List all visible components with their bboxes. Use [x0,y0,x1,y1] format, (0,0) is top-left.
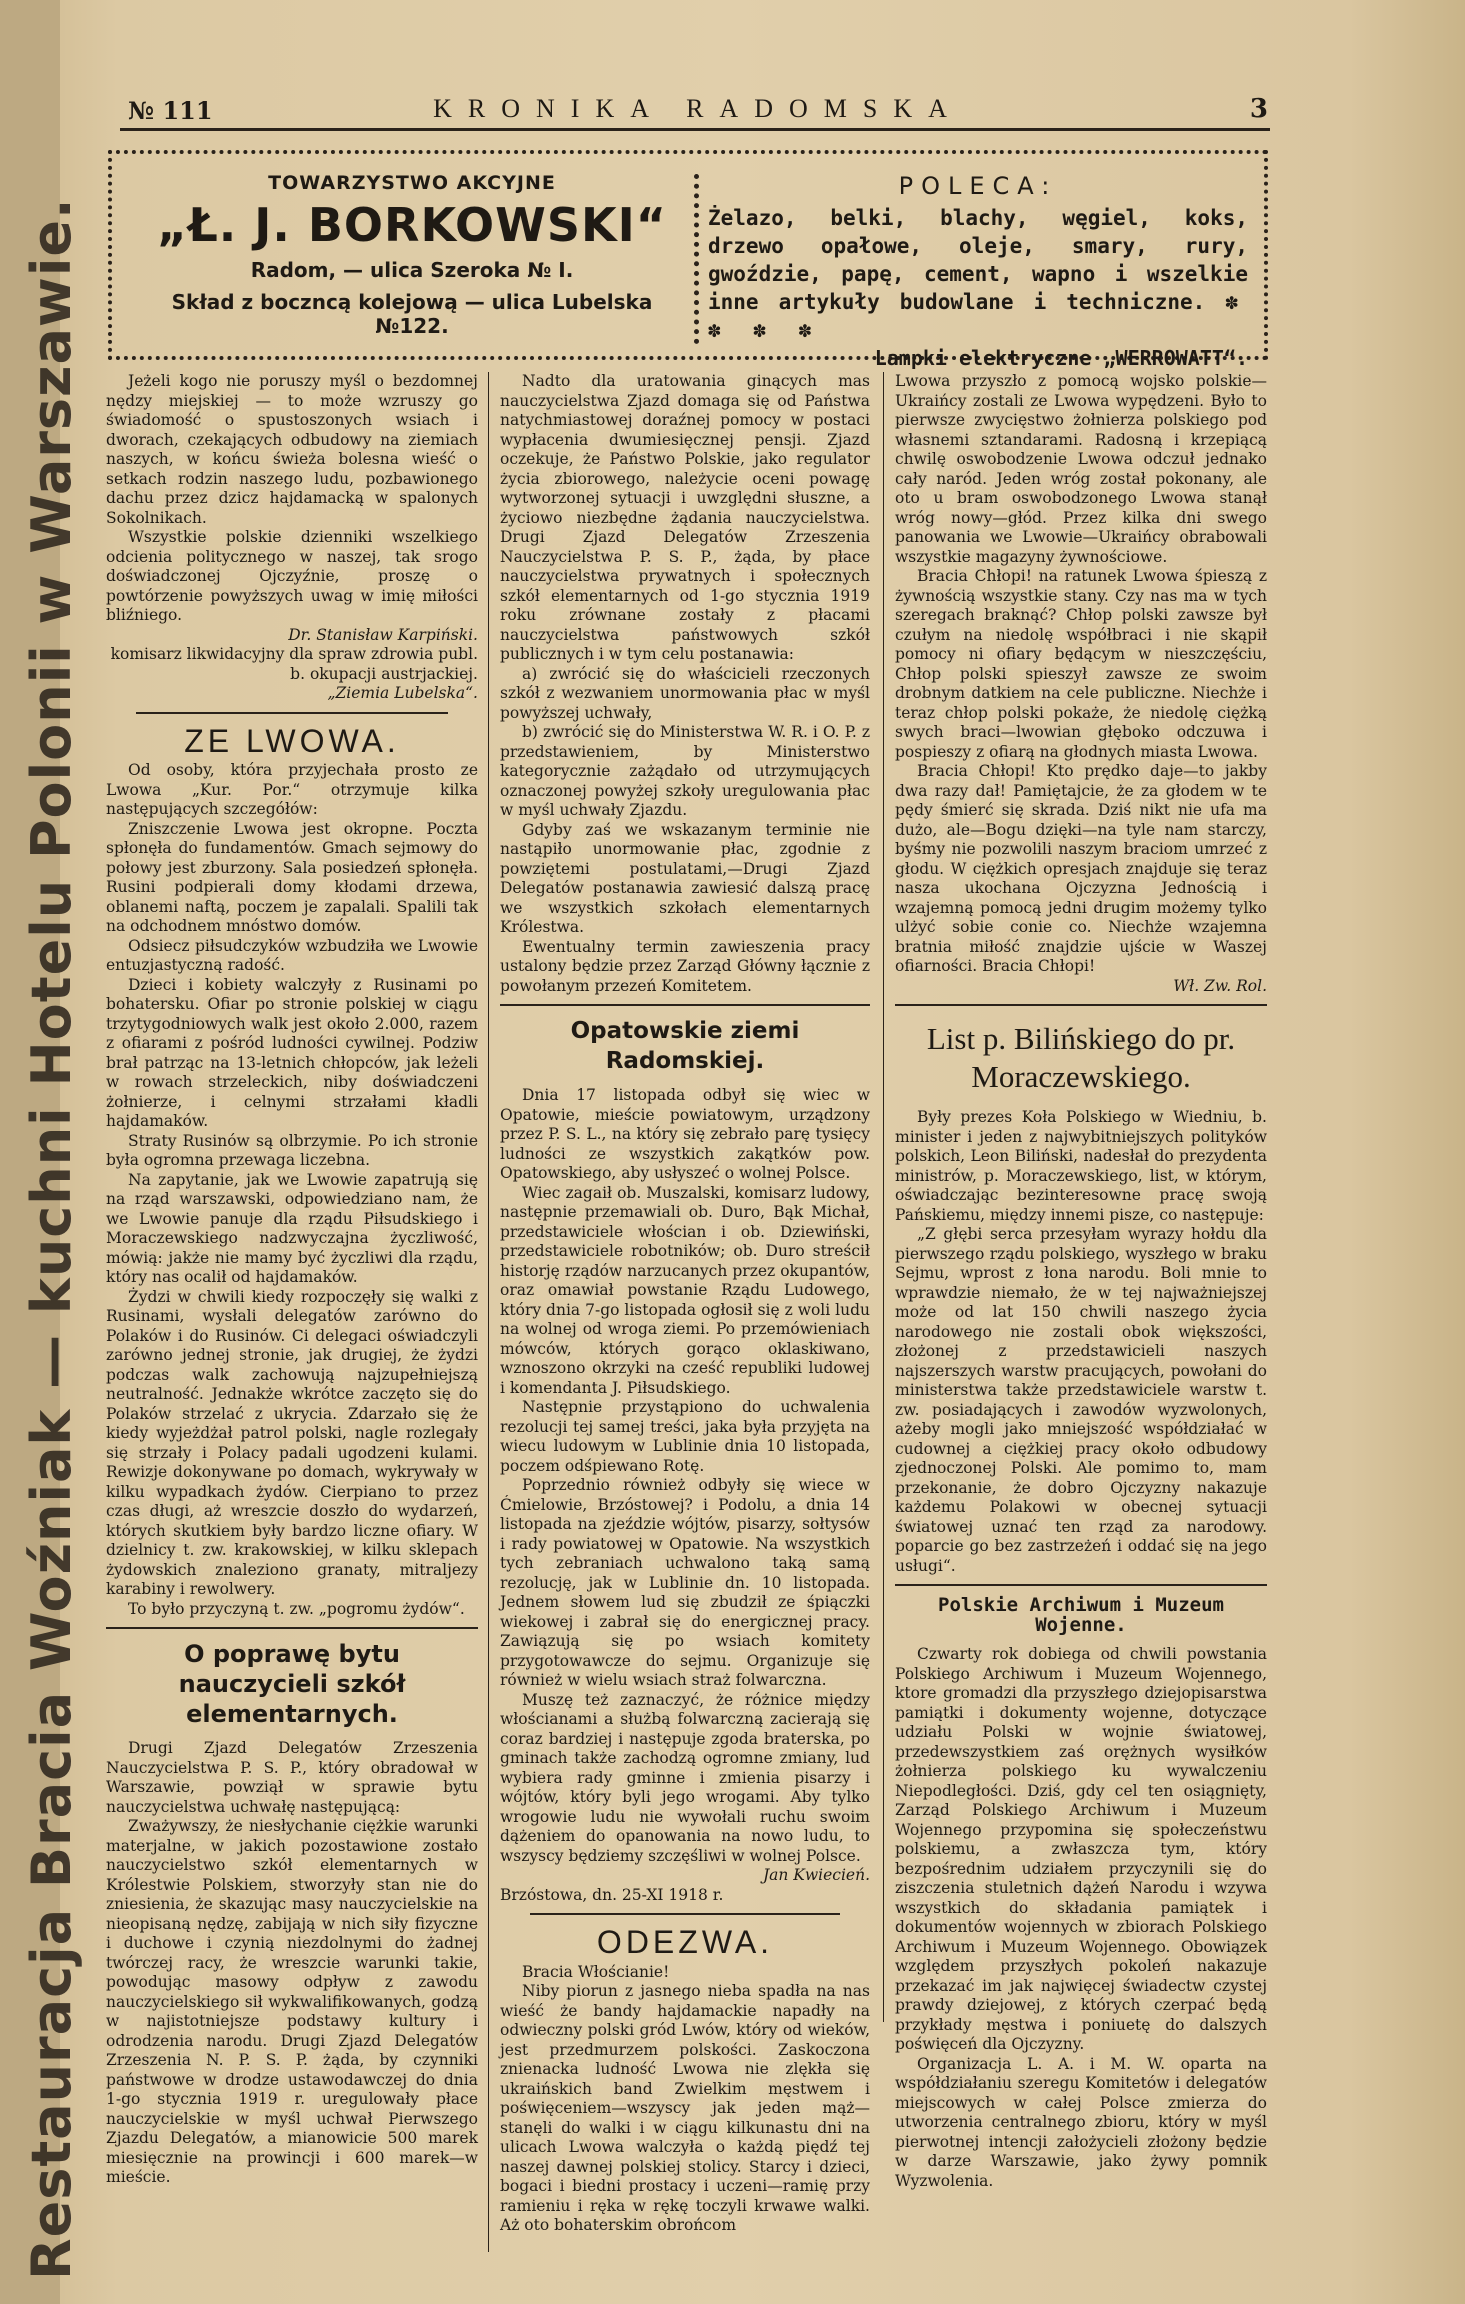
lwow-paragraph: Straty Rusinów są olbrzymie. Po ich stronie była ogromna przewaga liczebna. [106,1131,478,1169]
ad-brand-name: „Ł. J. BORKOWSKI“ [157,198,667,252]
opatow-headline: Opatowskie ziemi Radomskiej. [570,1018,800,1074]
page-header [128,92,1268,126]
opatow-paragraph: Muszę też zaznaczyć, że różnice między włościanami a służbą folwarczną zacierają się coraz bardziej i następuje zgoda braterska, po gminach także zachodzą ogromne zmiany, lud wybiera rady gminne i zmienia pisarzy i wójtów, który byli jego wrogami. Aby tylko wrogowie ludu nie wywołali ruchu swoim dążeniem do opanowania na nowo ludu, to wszyscy będziemy szczęśliwi w wolnej Polsce. [500,1690,870,1865]
article-separator [895,1584,1267,1586]
odezwa-headline: ODEZWA. [596,1924,774,1960]
opatow-signature: Jan Kwiecień. [762,1866,870,1884]
column-rule-2 [883,372,884,2022]
intro-signature: Dr. Stanisław Karpiński. [288,625,478,644]
intro-source: „Ziemia Lubelska“. [327,684,478,702]
ad-goods-list [708,204,1248,344]
lwow-paragraph: Zniszczenie Lwowa jest okropne. Poczta spłonęła do fundamentów. Gmach sejmowy do połowy jest zburzony. Sala posiedzeń spłonęła. Rusini podpierali domy kłodami drzewa, oblanemi naftą, poczem je zapalali. Spalili tak na odchodnem mnóstwo domów. [106,819,478,935]
lwow-paragraph: To było przyczyną t. zw. „pogromu żydów“. [128,1599,465,1618]
ad-stars: ✽ ✽ ✽ ✽ [708,290,1248,342]
archiwum-paragraph: Organizacja L. A. i M. W. oparta na współdziałaniu szeregu Komitetów i delegatów miejscowych w całej Polsce zmierza do utworzenia centralnego zbioru, który w myśl pierwotnej intencji założycieli złożony będzie w darze Warszawie, jako żywy pomnik Wyzwolenia. [895,2054,1267,2190]
article-separator [895,1004,1267,1006]
ad-lamps: Lampki elektryczne „WERROWATT“. [874,346,1248,370]
opatow-paragraph: Następnie przystąpiono do uchwalenia rezolucji tej samej treści, jaka była przyjęta na wiecu ludowym w Lublinie dnia 10 listopada, poczem odśpiewano Rotę. [500,1398,870,1475]
ad-company-type: TOWARZYSTWO AKCYJNE [268,172,556,194]
article-separator [106,1627,478,1629]
header-rule [120,128,1270,131]
binding-strip [0,0,83,2304]
teachers-paragraph: Gdyby zaś we wskazanym terminie nie nastąpiło unormowanie płac, zgodnie z powziętemi postulatami,—Drugi Zjazd Delegatów postanawia zawiesić dalszą pracę we wszystkich szkołach elementarnych Królestwa. [500,820,870,936]
lwow-headline: ZE LWOWA. [184,722,400,759]
lwow-paragraph: Odsiecz piłsudczyków wzbudziła we Lwowie entuzjastyczną radość. [106,936,478,974]
odezwa-paragraph: Bracia Chłopi! na ratunek Lwowa śpieszą z żywnością wszystkie stany. Czy nas ma w tych szeregach braknąć? Chłop polski zawsze był czułym na niedolę współbraci i nie skąpił pomocy ni ofiary będącym w nieszczęściu, Chłop polski spieszył zawsze ze swoim drobnym datkiem na cele publiczne. Niechże i teraz chłop polski pokaże, że niedolę ciężką swych braci—lwowian głęboko odczuwa i pospieszy z ofiarą na głodnych miasta Lwowa. [895,567,1267,761]
lwow-paragraph: Dzieci i kobiety walczyły z Rusinami po bohatersku. Ofiar po stronie polskiej w ciągu trzytygodniowych walk jest około 2.000, razem z ofiarami z pośród ludności cywilnej. Podziw brał patrząc na 13-letnich chłopców, jak leżeli w rowach strzeleckich, niby doświadczeni żołnierze, i celnymi strzałami kładli hajdamaków. [106,975,478,1130]
side-advert-text: Restauracja Bracia Woźniak — kuchni Hotelu Polonii w Warszawie. [20,197,83,2280]
teachers-headline: O poprawę bytu nauczycieli szkół elementarnych. [178,1640,406,1728]
bilinski-headline: List p. Bilińskiego do pr. Moraczewskiego. [926,1021,1236,1094]
ad-offer-block [708,172,1248,370]
ad-goods-text: Żelazo, belki, blachy, węgiel, koks, drzewo opałowe, oleje, smary, rury, gwoździe, papę, cement, wapno i wszelkie inne artykuły budowlane i techniczne. [708,206,1248,314]
bilinski-paragraph: Były prezes Koła Polskiego w Wiedniu, b. minister i jeden z najwybitniejszych polityków polskich, Leon Biliński, nadesłał do prezydenta ministrów, p. Moraczewskiego, list, w którym, oświadczając bezinteresowne pracę swoją Pańskiemu, między innemi pisze, co następuje: [895,1108,1267,1224]
issue-number: № 111 [128,96,213,125]
odezwa-greeting: Bracia Włościanie! [522,1962,670,1981]
opatow-paragraph: Wiec zagaił ob. Muszalski, komisarz ludowy, następnie przemawiali ob. Duro, Bąk Michał, przedstawiciele włościan i ob. Dziewiński, przedstawiciele robotników; ob. Duro streścił historję rządów narzucanych przez okupantów, oraz omawiał powstanie Rządu Ludowego, który dnia 7-go listopada ogłosił się z woli ludu na wolnej od wroga ziemi. Po przemówieniach mówców, których gorąco oklaskiwano, wznoszono okrzyki na cześć republiki ludowej i komendanta J. Piłsudskiego. [500,1183,870,1397]
article-separator [136,712,448,714]
teachers-point-b: b) zwrócić się do Ministerstwa W. R. i O. P. z przedstawieniem, by Ministerstwo kategorycznie zażądało od utrzymujących oznaczonej powyżej szkoły uregulowania płac w myśl uchwały Zjazdu. [500,723,870,819]
column-rule-1 [488,372,489,2252]
lwow-paragraph: Żydzi w chwili kiedy rozpoczęły się walki z Rusinami, wysłali delegatów zarówno do Polaków i do Rusinów. Ci delegaci oświadczyli zarówno jednej stronie, jak drugiej, że żydzi podczas walk zachowują najzupełniejszą neutralność. Jednakże wkrótce zaczęto się do Polaków strzelać z ukrycia. Zdarzało się że kiedy wyjeżdżał patrol polski, nagle rozlegały się strzały i Polacy padali ugodzeni kulami. Rewizje dokonywane po domach, wykrywały w kilku wypadkach żydów. Cierpiano to przez czas długi, aż wreszcie doszło do wydarzeń, których skutkiem były bardzo liczne ofiary. W dzielnicy t. zw. krakowskiej, w kilku sklepach żydowskich znaleziono granaty, mitraljezy karabiny i rewolwery. [106,1287,478,1598]
odezwa-paragraph: Niby piorun z jasnego nieba spadła na nas wieść że bandy hajdamackie napadły na odwieczny polski gród Lwów, który od wieków, jest przedmurzem polskości. Zaskoczona znienacka ludność Lwowa nie zlękła się ukraińskich band Zwielkim męstwem i poświęceniem—wszyscy jak jeden mąż—stanęli do walki i w ciągu kilkunastu dni na ulicach Lwowa walczyła o każdą piędź tej naszej dawnej polskiej stolicy. Starcy i dzieci, bogaci i biedni prostacy i uczeni—ramię przy ramieniu i ręka w rękę toczyli krwawe walki. Aż oto bohaterskim obrońcom [500,1982,870,2234]
teachers-paragraph: Zważywszy, że niesłychanie ciężkie warunki materjalne, w jakich pozostawione zostało nauczycielstwo szkół elementarnych w Królestwie Polskiem, stworzyły stan nie do zniesienia, że skazując masy nauczycielskie na nieopisaną nędzę, zabijają w nich siły fizyczne i duchowe i czynią niezdolnymi do żadnej twórczej racy, że wreszcie warunki takie, powodując masowy odpływ z zawodu nauczycielskiego sił wykwalifikowanych, godzą w najistotniejsze podstawy kultury i odrodzenia narodu. Drugi Zjazd Delegatów Zrzeszenia N. P. S. P. żąda, by czynniki państwowe w drodze ustawodawczej do dnia 1-go stycznia 1919 r. uregulowały płace nauczycielskie w myśl uchwał Pierwszego Zjazdu Delegatów, a mianowicie 500 marek miesięcznie na prowincji i 600 marek—w mieście. [106,1817,478,2186]
lwow-paragraph: Na zapytanie, jak we Lwowie zapatrują się na rząd warszawski, odpowiedziano nam, że we Lwowie panuje dla rządu Piłsudskiego i Moraczewskiego nadzwyczajna życzliwość, mówią: jakże nie mamy być życzliwi dla rządu, który nas ocalił od hajdamaków. [106,1170,478,1286]
teachers-paragraph: Drugi Zjazd Delegatów Zrzeszenia Nauczycielstwa P. S. P., który obradował w Warszawie, powziął w sprawie bytu nauczycielstwa uchwałę następującą: [106,1739,478,1816]
odezwa-signature: Wł. Zw. Rol. [1173,976,1267,995]
intro-role: komisarz likwidacyjny dla spraw zdrowia publ. b. okupacji austrjackiej. [110,645,478,683]
teachers-paragraph: Ewentualny termin zawieszenia pracy ustalony będzie przez Zarząd Główny łącznie z powołanym przezeń Komitetem. [500,937,870,995]
article-separator [500,1004,870,1006]
ad-warehouse: Skład z boczncą kolejową — ulica Lubelska №122. [171,290,653,338]
lwow-paragraph: Od osoby, która przyjechała prosto ze Lwowa „Kur. Por.“ otrzymuje kilka następujących szczegółów: [106,761,478,818]
column-2 [500,372,870,2236]
borkowski-advertisement [108,150,1268,370]
teachers-point-a: a) zwrócić się do właścicieli rzeczonych szkół z wezwaniem unormowania płac w myśl powyższej uchwały, [500,664,870,722]
article-separator [530,1913,840,1915]
bilinski-quote: „Z głębi serca przesyłam wyrazy hołdu dla pierwszego rządu polskiego, wyszłego w braku Sejmu, wprost z łona narodu. Boli mnie to wprawdzie niemało, że w tej najważniejszej może od lat 150 chwili naszego życia narodowego nie zostali obok większości, złożonej z przedstawicieli naszych najszerszych warstw pracujących, powołani do ministerstwa także przedstawiciele warstw t. zw. posiadających i zawodów wyzwolonych, ażeby mogli jako mniejszość współdziałać w cudownej a ciężkiej pracy około odbudowy zjednoczonej Polski. Ale pomimo to, mam przekonanie, że dobro Ojczyzny nakazuje każdemu Polakowi w obecnej sytuacji światowej uznać ten rząd za narodowy. poparcie go bez zastrzeżeń i oddać się na jego usługi“. [895,1225,1267,1575]
column-1 [106,372,478,2188]
opatow-dateline: Brzóstowa, dn. 25-XI 1918 r. [500,1885,724,1904]
archiwum-headline: Polskie Archiwum i Muzeum Wojenne. [938,1594,1224,1636]
odezwa-paragraph: Lwowa przyszło z pomocą wojsko polskie—Ukraińcy zostali ze Lwowa wypędzeni. Było to pierwsze zwycięstwo żołnierza polskiego pod własnemi sztandarami. Radosną i krzepiącą chwilę oswobodzenie Lwowa odczuł jednako cały naród. Jeden wróg został pokonany, ale oto u bram oswobodzonego Lwowa stanął wróg nowy—głód. Przez kilka dni swego panowania we Lwowie—Ukraińcy obrabowali wszystkie magazyny żywnościowe. [895,372,1267,566]
ad-dotted-divider [694,174,709,344]
opatow-paragraph: Dnia 17 listopada odbył się wiec w Opatowie, mieście powiatowym, urządzony przez P. S. L., na który się zebrało parę tysięcy ludności ze wszystkich zakątków pow. Opatowskiego, aby usłyszeć o wolnej Polsce. [500,1086,870,1182]
archiwum-paragraph: Czwarty rok dobiega od chwili powstania Polskiego Archiwum i Muzeum Wojennego, ktore gromadzi dla przyszłego dziejopisarstwa pamiątki i dokumenty wojenne, dotyczące udziału Polski w wojnie światowej, przedewszystkiem zaś orężnych wysiłków żołnierza polskiego ku wywalczeniu Niepodległości. Dziś, gdy cel ten osiągnięty, Zarząd Polskiego Archiwum i Muzeum Wojennego przypomina się społeczeństwu polskiemu, a zwłaszcza tym, który bezpośrednim udziałem przyczynili się do ziszczenia stuletnich dążeń Narodu i wzywa wszystkich do składania pamiątek i dokumentów wojennych w zbiorach Polskiego Archiwum i Muzeum Wojennego. Obowiązek względem przyszłych pokoleń nakazuje przekazać im jak najwięcej świadectw czystej prawdy dziejowej, z których czerpać będą przykłady męstwa i poniuetę do dalszych poświęceń dla Ojczyzny. [895,1645,1267,2053]
teachers-paragraph: Nadto dla uratowania ginących mas nauczycielstwa Zjazd domaga się od Państwa natychmiastowej doraźnej pomocy w postaci wypłacenia dwumiesięcznej pensji. Zjazd oczekuje, że Państwo Polskie, jako regulator życia zbiorowego, należycie oceni powagę wytworzonej sytuacji i uwzględni słuszne, a życiowo niezbędne żądania nauczycielstwa. Drugi Zjazd Delegatów Zrzeszenia Nauczycielstwa P. S. P., żąda, by płace nauczycielstwa prywatnych i społecznych szkół elementarnych od 1-go stycznia 1919 roku zrównane zostały z płacami nauczycielstwa państwowych szkół publicznych i w tym celu postanawia: [500,372,870,663]
ad-poleca-heading: POLECA: [898,172,1058,200]
opatow-paragraph: Poprzednio również odbyły się wiece w Ćmielowie, Brzóstowej? i Podolu, a dnia 14 listopada na zjeździe wójtów, pisarzy, sołtysów i rady powiatowej w Opatowie. Na wszystkich tych zebraniach uchwalono taką samą rezolucję, jak w Lublinie dn. 10 listopada. Jednem słowem lud się zbudził ze śpiączki wiekowej i zabrał się do energicznej pracy. Zawiązują się po wsiach komitety przygotowawcze do sejmu. Organizuje się również w wielu wsiach straż folwarczna. [500,1476,870,1689]
intro-paragraph: Jeżeli kogo nie poruszy myśl o bezdomnej nędzy miejskiej — to może wzruszy go świadomość o spustoszonych wsiach i dworach, czekających odbudowy na ziemiach naszych, w końcu świeża bolesna wieść o setkach rodzin naszego ludu, pozbawionego dachu przez dzicz hajdamacką w spalonych Sokolnikach. [106,372,478,527]
page-number: 3 [1249,94,1268,124]
ad-address: Radom, — ulica Szeroka № I. [250,258,574,282]
newspaper-title: KRONIKA RADOMSKA [433,94,963,123]
ad-company-block [132,172,692,338]
column-3 [895,372,1267,2191]
intro-paragraph: Wszystkie polskie dzienniki wszelkiego odcienia politycznego w naszej, tak srogo doświadczonej Ojczyźnie, proszę o powtórzenie powyższych uwag w imię miłości bliźniego. [106,528,478,624]
odezwa-paragraph: Bracia Chłopi! Kto prędko daje—to jakby dwa razy dał! Pamiętajcie, że za głodem w te pędy śmierć się skrada. Dziś nikt nie ufa ma dużo, ale—Bogu dzięki—na tyle nam starczy, byśmy nie pozwolili naszym braciom umrzeć z głodu. W ciężkich opresjach znajduje się teraz nasza ukochana Ojczyzna Jednością i wzajemną pomocą jedni drugim możemy tylko ulżyć sobie conie co. Niechże wzajemna bratnia miłość znajdzie ujście w Waszej ofiarności. Bracia Chłopi! [895,762,1267,975]
